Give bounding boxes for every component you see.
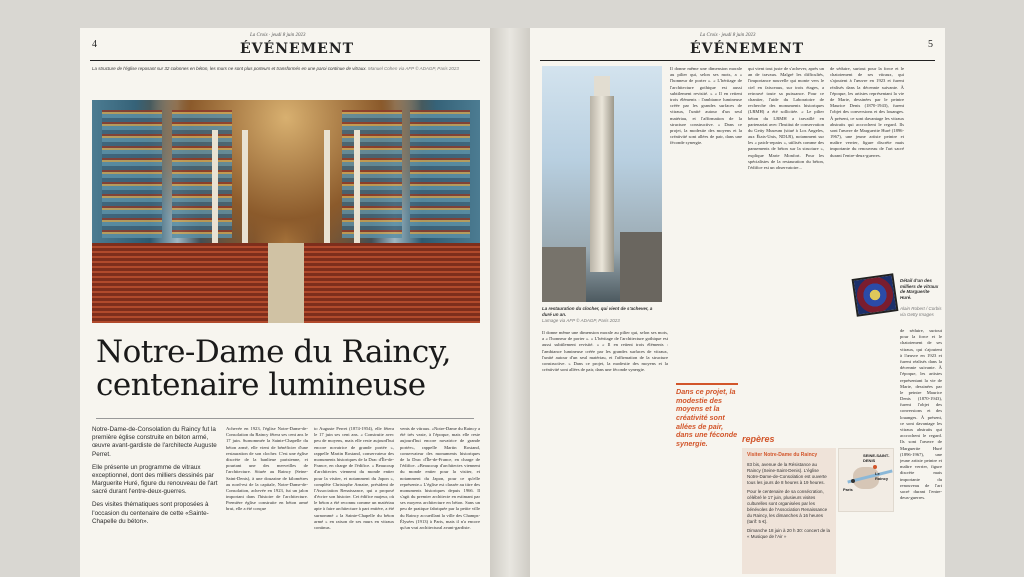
box-block-text: Dimanche 18 juin à 20 h 30: concert de la « Musique de l'Air » [747,528,831,540]
top-rule [540,60,935,61]
page-number: 5 [928,39,933,50]
stained-glass-wall [102,110,162,238]
body-column: de séduire, surtout pour la force et le chatoiement de ses vitraux, qui s'ajoutent à l'œuvre en 1923 et furent réalisés dans la décennie suivante. À l'époque, les artistes représentant la vie de Marie, dessinées par le peintre Maurice Denis (1870-1943), furent l'objet des conversions et des louanges. À présent, ce sont davantage les vitraux abstraits qui accrochent le regard. Ils sont l'œuvre de Marguerite Huré (1896-1967), une jeune artiste peintre et maître verrier, figure discrète mais importante du renouveau de l'art sacré durant l'entre-deux-guerres. [900,328,942,501]
reperes-title: repères [742,434,775,444]
headline-rule [96,418,474,419]
page-gutter [490,28,530,577]
box-block-text: Pour le centenaire de sa consécration, célébré le 17 juin, plusieurs visites culturelles sont organisées par les bénévoles de l'Association Renaissance du Raincy, les dimanches à 16 heures (tarif: 5 €). [747,489,828,524]
body-column: Il donne même une dimension morale au pilier qui, selon ses mots, a « l'honneur de porter ». « L'héritage de l'architecture gothique est aussi subtilement revisité. » « Il en retient trois éléments : l'ambiance lumineuse créée par les grandes surfaces de vitraux, l'unité autour d'un seul matériau, et l'affirmation de la structure constructive. » Dans ce projet, la modestie des moyens et la créativité sont allées de pair, dans une féconde synergie. [542,330,668,373]
tower-credit: Lamage via AFP © ADAGP, Paris 2023 [542,318,620,323]
stained-glass-wall [410,110,470,238]
body-column: Achevée en 1923, l'église Notre-Dame-de-Consolation du Raincy fêtera ses cent ans le 17 juin. Surnommée la Sainte-Chapelle du béton armé, elle vient de bénéficier d'une restauration de son clocher. C'est une église discrète de la banlieue parisienne, et pourtant une des merveilles de l'architecture. Située au Raincy (Seine-Saint-Denis), à une douzaine de kilomètres au nord-est de la capitale, Notre-Dame-de-Consolation, achevée en 1923, fut un jalon important dans l'histoire de l'architecture. Première église construite en béton armé brut, elle a été conçue [226,426,308,512]
article-headline: Notre-Dame du Raincy, centenaire lumineuse [96,334,452,403]
concrete-pillar [242,130,248,243]
photo-caption [92,66,478,72]
pullquote-rule [676,383,738,385]
page-number: 4 [92,39,97,50]
body-column: de séduire, surtout pour la force et le chatoiement de ses vitraux, qui s'ajoutent à l'œuvre en 1923 et furent réalisés dans la décennie suivante. À l'époque, les artistes représentant la vie de Marie, dessinées par le peintre Maurice Denis (1870-1943), furent l'objet des conversions et des louanges. À présent, ce sont davantage les vitraux abstraits qui accrochent le regard. Ils sont l'œuvre de Marguerite Huré (1896-1967), une jeune artiste peintre et maître verrier, figure discrète mais importante du renouveau de l'art sacré durant l'entre-deux-guerres. [830,66,904,158]
map-label: Le Raincy [875,471,889,481]
body-column: vents de vitraux. «Notre-Dame du Raincy a été très vaste, à l'époque, mais elle reste aujourd'hui encore novatrice de grande portée», rappelle Martin Rostand, conservateur des monuments historiques de la Drac d'Île-de-France, en charge de l'édifice. «Beaucoup d'architectes viennent du monde entier pour la visiter, et notamment du Japon, pour ce qu'elle représente.» L'église est classée au titre des monuments historiques depuis 1966. Il s'agit du premier architecte en estimant par ses moyens architecture en béton. Sans un peu de pratique fabriquée par la petite ville du Raincy accueillant la ville des Champs-Élysées (1913) à Paris, mais il n'a encore qu'un vrai architectural avant-gardiste. [400,426,480,530]
pull-quote: Dans ce projet, la modestie des moyens et la créativité sont allées de pair, dans une féconde synergie. [676,387,738,448]
right-page [530,28,945,577]
box-block-text: 83 bis, avenue de la Résistance au Raincy (Seine-Saint-Denis). L'église Notre-Dame-de-Consolation est ouverte tous les jours de 8 heures à 19 heures. [747,462,827,485]
top-rule [90,60,480,61]
window-credit: Alain Robert / Corbis via Getty Images [900,306,942,317]
body-column: qui vient tout juste de s'achever, après un an de travaux. Malgré les difficultés, l'importance nouvelle qui monte vers le ciel en faisceaux, sur trois étages, a retrouvé toute sa puissance. Pour ce chantier, l'aide du Laboratoire de recherche des monuments historiques (LRMH) a été sollicitée. « Le pilier béton du LRMH a travaillé en partenariat avec l'Institut de conservation du Getty Museum (situé à Los Angeles, aux États-Unis, NDLR), notamment sur les « patch-repairs », utilisés comme des pansements de béton sur la structure », explique Marie Monfort. Pour les spécialistes de la restauration du béton, l'édifice est un observatoire... [748,66,824,170]
right-masthead [530,32,945,60]
photo-credit: Manuel Cohen via AFP © ADAGP, Paris 2023 [368,66,459,71]
church-interior-photo [92,100,480,323]
body-column: to Auguste Perret (1874-1954), elle fêtera le 17 juin ses cent ans. « Construite avec peu de moyens, mais elle reste aujourd'hui encore novatrice de grande portée », rappelle Martin Rostand, conservateur des monuments historiques de la Drac d'Île-de-France, en charge de l'édifice. « Beaucoup d'architectes viennent du monde entier pour la visiter, et notamment du Japon », complète Christophe Arnaire, président de l'Association Renaissance, qui a proposé d'écrire son histoire. Cet édifice majeur, où le béton a été reconnu comme un matériau apte à faire architecture à part entière, a été surnommé « la Sainte-Chapelle du béton armé » en raison de ses murs en vitraux continus. [314,426,394,530]
lead-paragraph: Des visites thématiques sont proposées à l'occasion du centenaire de cette «Sainte-Chapelle du béton». [92,501,209,525]
lead-paragraph: Notre-Dame-de-Consolation du Raincy fut la première église construite en béton armé, œuvre avant-gardiste de l'architecte Auguste Perret. [92,426,217,458]
map-label: Paris [843,487,853,492]
section-kicker: ÉVÉNEMENT [690,41,805,57]
reperes-box [742,448,836,574]
left-page [80,28,490,577]
paris-marker [851,479,855,483]
concrete-pillar [354,130,360,243]
concrete-pillar [212,130,218,243]
stained-glass-wall [172,110,232,238]
box-block-title: Visiter Notre-Dame du Raincy [747,452,818,458]
stained-glass-detail-photo [852,273,899,316]
window-caption: Détail d'un des milliers de vitraux de Marguerite Huré. [900,278,939,300]
building [620,232,662,302]
bell-tower-photo [542,66,662,302]
lead-paragraph: Elle présente un programme de vitraux exceptionnel, dont des milliers dessinés par Marguerite Huré, figure du renouveau de l'art sacré durant l'entre-deux-guerres. [92,463,218,496]
concrete-pillar [324,130,330,243]
section-kicker: ÉVÉNEMENT [240,41,355,57]
tower-caption: La restauration du clocher, qui vient de s'achever, a duré un an. [542,306,653,317]
dateline: La Croix · jeudi 8 juin 2023 [250,33,306,38]
central-aisle [268,243,304,323]
body-column: Il donne même une dimension morale au pilier qui, selon ses mots, a « l'honneur de porter ». « L'héritage de l'architecture gothique est aussi subtilement revisité. » « Il en retient trois éléments : l'ambiance lumineuse créée par les grandes surfaces de vitraux, l'unité autour d'un seul matériau, et l'affirmation de la structure constructive. » Dans ce projet, la modestie des moyens et la créativité sont allées de pair, dans une féconde synergie. [670,66,742,146]
photo-caption-text: La structure de l'église reposant sur 32 colonnes en béton, les murs ne sont plus porteurs et transformés en une paroi continue de vitraux. [92,66,367,71]
building [542,247,586,302]
dateline: La Croix · jeudi 8 juin 2023 [700,33,756,38]
left-masthead [80,32,490,60]
location-map [838,448,894,512]
map-label: SEINE-SAINT-DENIS [863,453,890,463]
stained-glass-wall [342,110,402,238]
location-marker [873,465,877,469]
bell-tower [590,96,614,272]
lead-column [92,426,218,576]
